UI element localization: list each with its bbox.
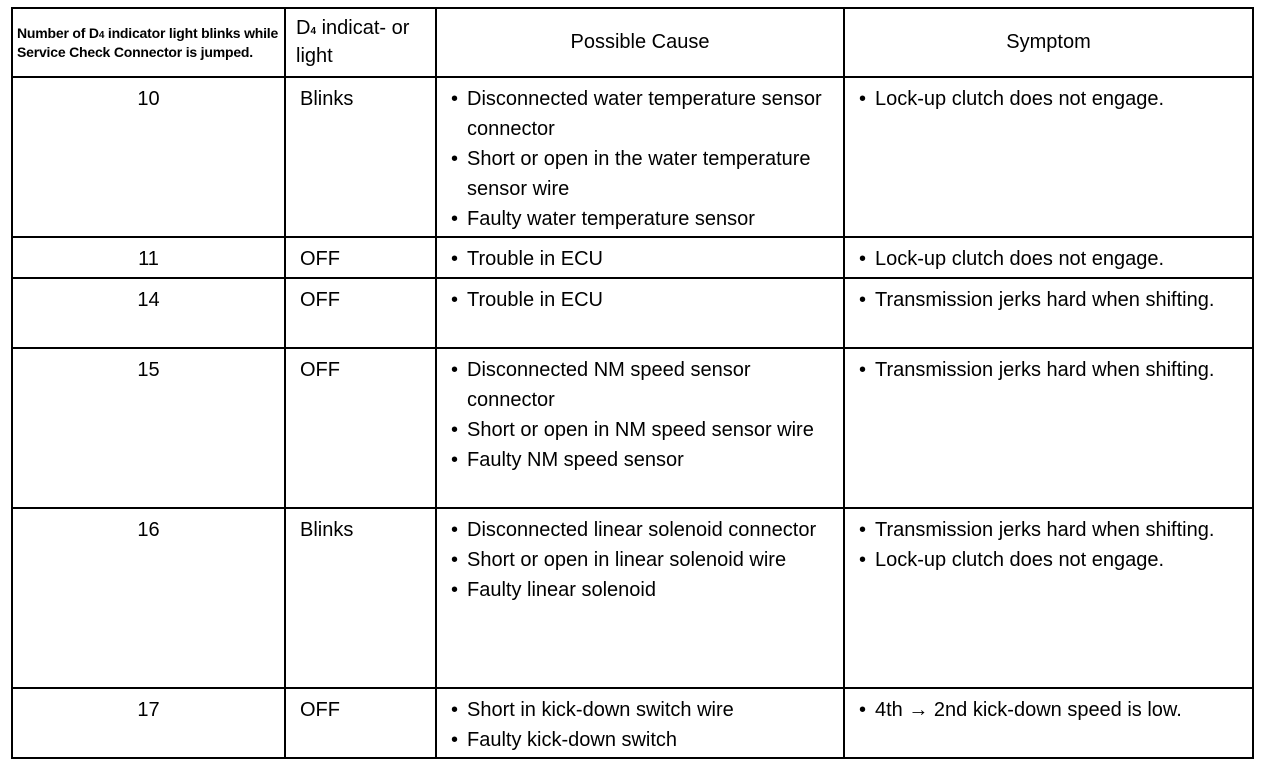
symptom-cell — [844, 278, 1253, 348]
possible-cause-item — [451, 515, 843, 545]
possible-cause-text: Short or open in linear solenoid wire — [467, 549, 787, 571]
possible-cause-text: Faulty linear solenoid — [467, 579, 656, 601]
possible-cause-item — [451, 244, 843, 274]
blink-count-cell: 11 — [12, 237, 285, 278]
bullet-icon: • — [451, 519, 459, 541]
possible-cause-text: Trouble in ECU — [467, 289, 603, 311]
indicator-light-cell: OFF — [285, 688, 436, 758]
symptom-text: Transmission jerks hard when shifting. — [875, 289, 1215, 311]
possible-cause-text: Faulty NM speed sensor — [467, 449, 684, 471]
bullet-icon: • — [451, 148, 459, 170]
possible-cause-item — [451, 204, 843, 234]
table-row — [12, 348, 1253, 508]
symptom-cell — [844, 77, 1253, 237]
header-row — [12, 8, 1253, 77]
bullet-icon: • — [859, 519, 867, 541]
symptom-text: Lock-up clutch does not engage. — [875, 248, 1165, 270]
possible-cause-cell — [436, 237, 844, 278]
symptom-cell — [844, 237, 1253, 278]
possible-cause-text: Faulty water temperature sensor — [467, 208, 755, 230]
possible-cause-item — [451, 144, 843, 204]
possible-cause-item — [451, 695, 843, 725]
symptom-item — [859, 84, 1252, 114]
possible-cause-cell — [436, 77, 844, 237]
symptom-cell — [844, 688, 1253, 758]
symptom-text: Transmission jerks hard when shifting. — [875, 359, 1215, 381]
bullet-icon: • — [451, 88, 459, 110]
possible-cause-cell — [436, 508, 844, 688]
bullet-icon: • — [451, 419, 459, 441]
bullet-icon: • — [859, 248, 867, 270]
symptom-text: Lock-up clutch does not engage. — [875, 88, 1165, 110]
bullet-icon: • — [451, 549, 459, 571]
indicator-light-cell: Blinks — [285, 508, 436, 688]
indicator-light-cell: OFF — [285, 278, 436, 348]
header-indicator-light: D4 indicat- or light — [285, 8, 436, 77]
bullet-icon: • — [859, 88, 867, 110]
symptom-text: 4th → 2nd kick-down speed is low. — [875, 699, 1182, 721]
blink-count-cell: 15 — [12, 348, 285, 508]
bullet-icon: • — [859, 699, 867, 721]
bullet-icon: • — [451, 248, 459, 270]
table-body — [12, 77, 1253, 758]
possible-cause-text: Disconnected linear solenoid connector — [467, 519, 817, 541]
possible-cause-text: Short or open in the water temperature sensor wire — [467, 148, 811, 200]
possible-cause-item — [451, 84, 843, 144]
table-row — [12, 688, 1253, 758]
possible-cause-cell — [436, 688, 844, 758]
symptom-item — [859, 244, 1252, 274]
symptom-text: Transmission jerks hard when shifting. — [875, 519, 1215, 541]
possible-cause-item — [451, 355, 843, 415]
symptom-cell — [844, 348, 1253, 508]
bullet-icon: • — [451, 579, 459, 601]
symptom-cell — [844, 508, 1253, 688]
possible-cause-text: Short in kick-down switch wire — [467, 699, 734, 721]
symptom-item — [859, 355, 1252, 385]
possible-cause-text: Disconnected NM speed sensor connector — [467, 359, 751, 411]
header-symptom: Symptom — [844, 8, 1253, 77]
bullet-icon: • — [451, 729, 459, 751]
possible-cause-item — [451, 725, 843, 755]
indicator-light-cell: OFF — [285, 348, 436, 508]
bullet-icon: • — [451, 359, 459, 381]
symptom-item — [859, 545, 1252, 575]
header-possible-cause: Possible Cause — [436, 8, 844, 77]
bullet-icon: • — [451, 208, 459, 230]
possible-cause-cell — [436, 348, 844, 508]
possible-cause-item — [451, 285, 843, 315]
blink-count-cell: 16 — [12, 508, 285, 688]
possible-cause-item — [451, 545, 843, 575]
header-blink-count: Number of D4 indicator light blinks while Service Check Connector is jumped. — [12, 8, 285, 77]
indicator-light-cell: OFF — [285, 237, 436, 278]
bullet-icon: • — [859, 289, 867, 311]
possible-cause-text: Short or open in NM speed sensor wire — [467, 419, 814, 441]
table-row — [12, 237, 1253, 278]
symptom-item — [859, 695, 1252, 725]
blink-count-cell: 14 — [12, 278, 285, 348]
table-row — [12, 508, 1253, 688]
bullet-icon: • — [451, 699, 459, 721]
bullet-icon: • — [859, 359, 867, 381]
bullet-icon: • — [451, 449, 459, 471]
possible-cause-item — [451, 415, 843, 445]
possible-cause-item — [451, 575, 843, 605]
possible-cause-cell — [436, 278, 844, 348]
bullet-icon: • — [451, 289, 459, 311]
possible-cause-text: Trouble in ECU — [467, 248, 603, 270]
blink-count-cell: 10 — [12, 77, 285, 237]
diagnostic-table — [11, 7, 1254, 759]
indicator-light-cell: Blinks — [285, 77, 436, 237]
symptom-text: Lock-up clutch does not engage. — [875, 549, 1165, 571]
symptom-item — [859, 285, 1252, 315]
table-row — [12, 77, 1253, 237]
bullet-icon: • — [859, 549, 867, 571]
possible-cause-text: Faulty kick-down switch — [467, 729, 678, 751]
possible-cause-item — [451, 445, 843, 475]
symptom-item — [859, 515, 1252, 545]
possible-cause-text: Disconnected water temperature sensor connector — [467, 88, 822, 140]
table-row — [12, 278, 1253, 348]
blink-count-cell: 17 — [12, 688, 285, 758]
